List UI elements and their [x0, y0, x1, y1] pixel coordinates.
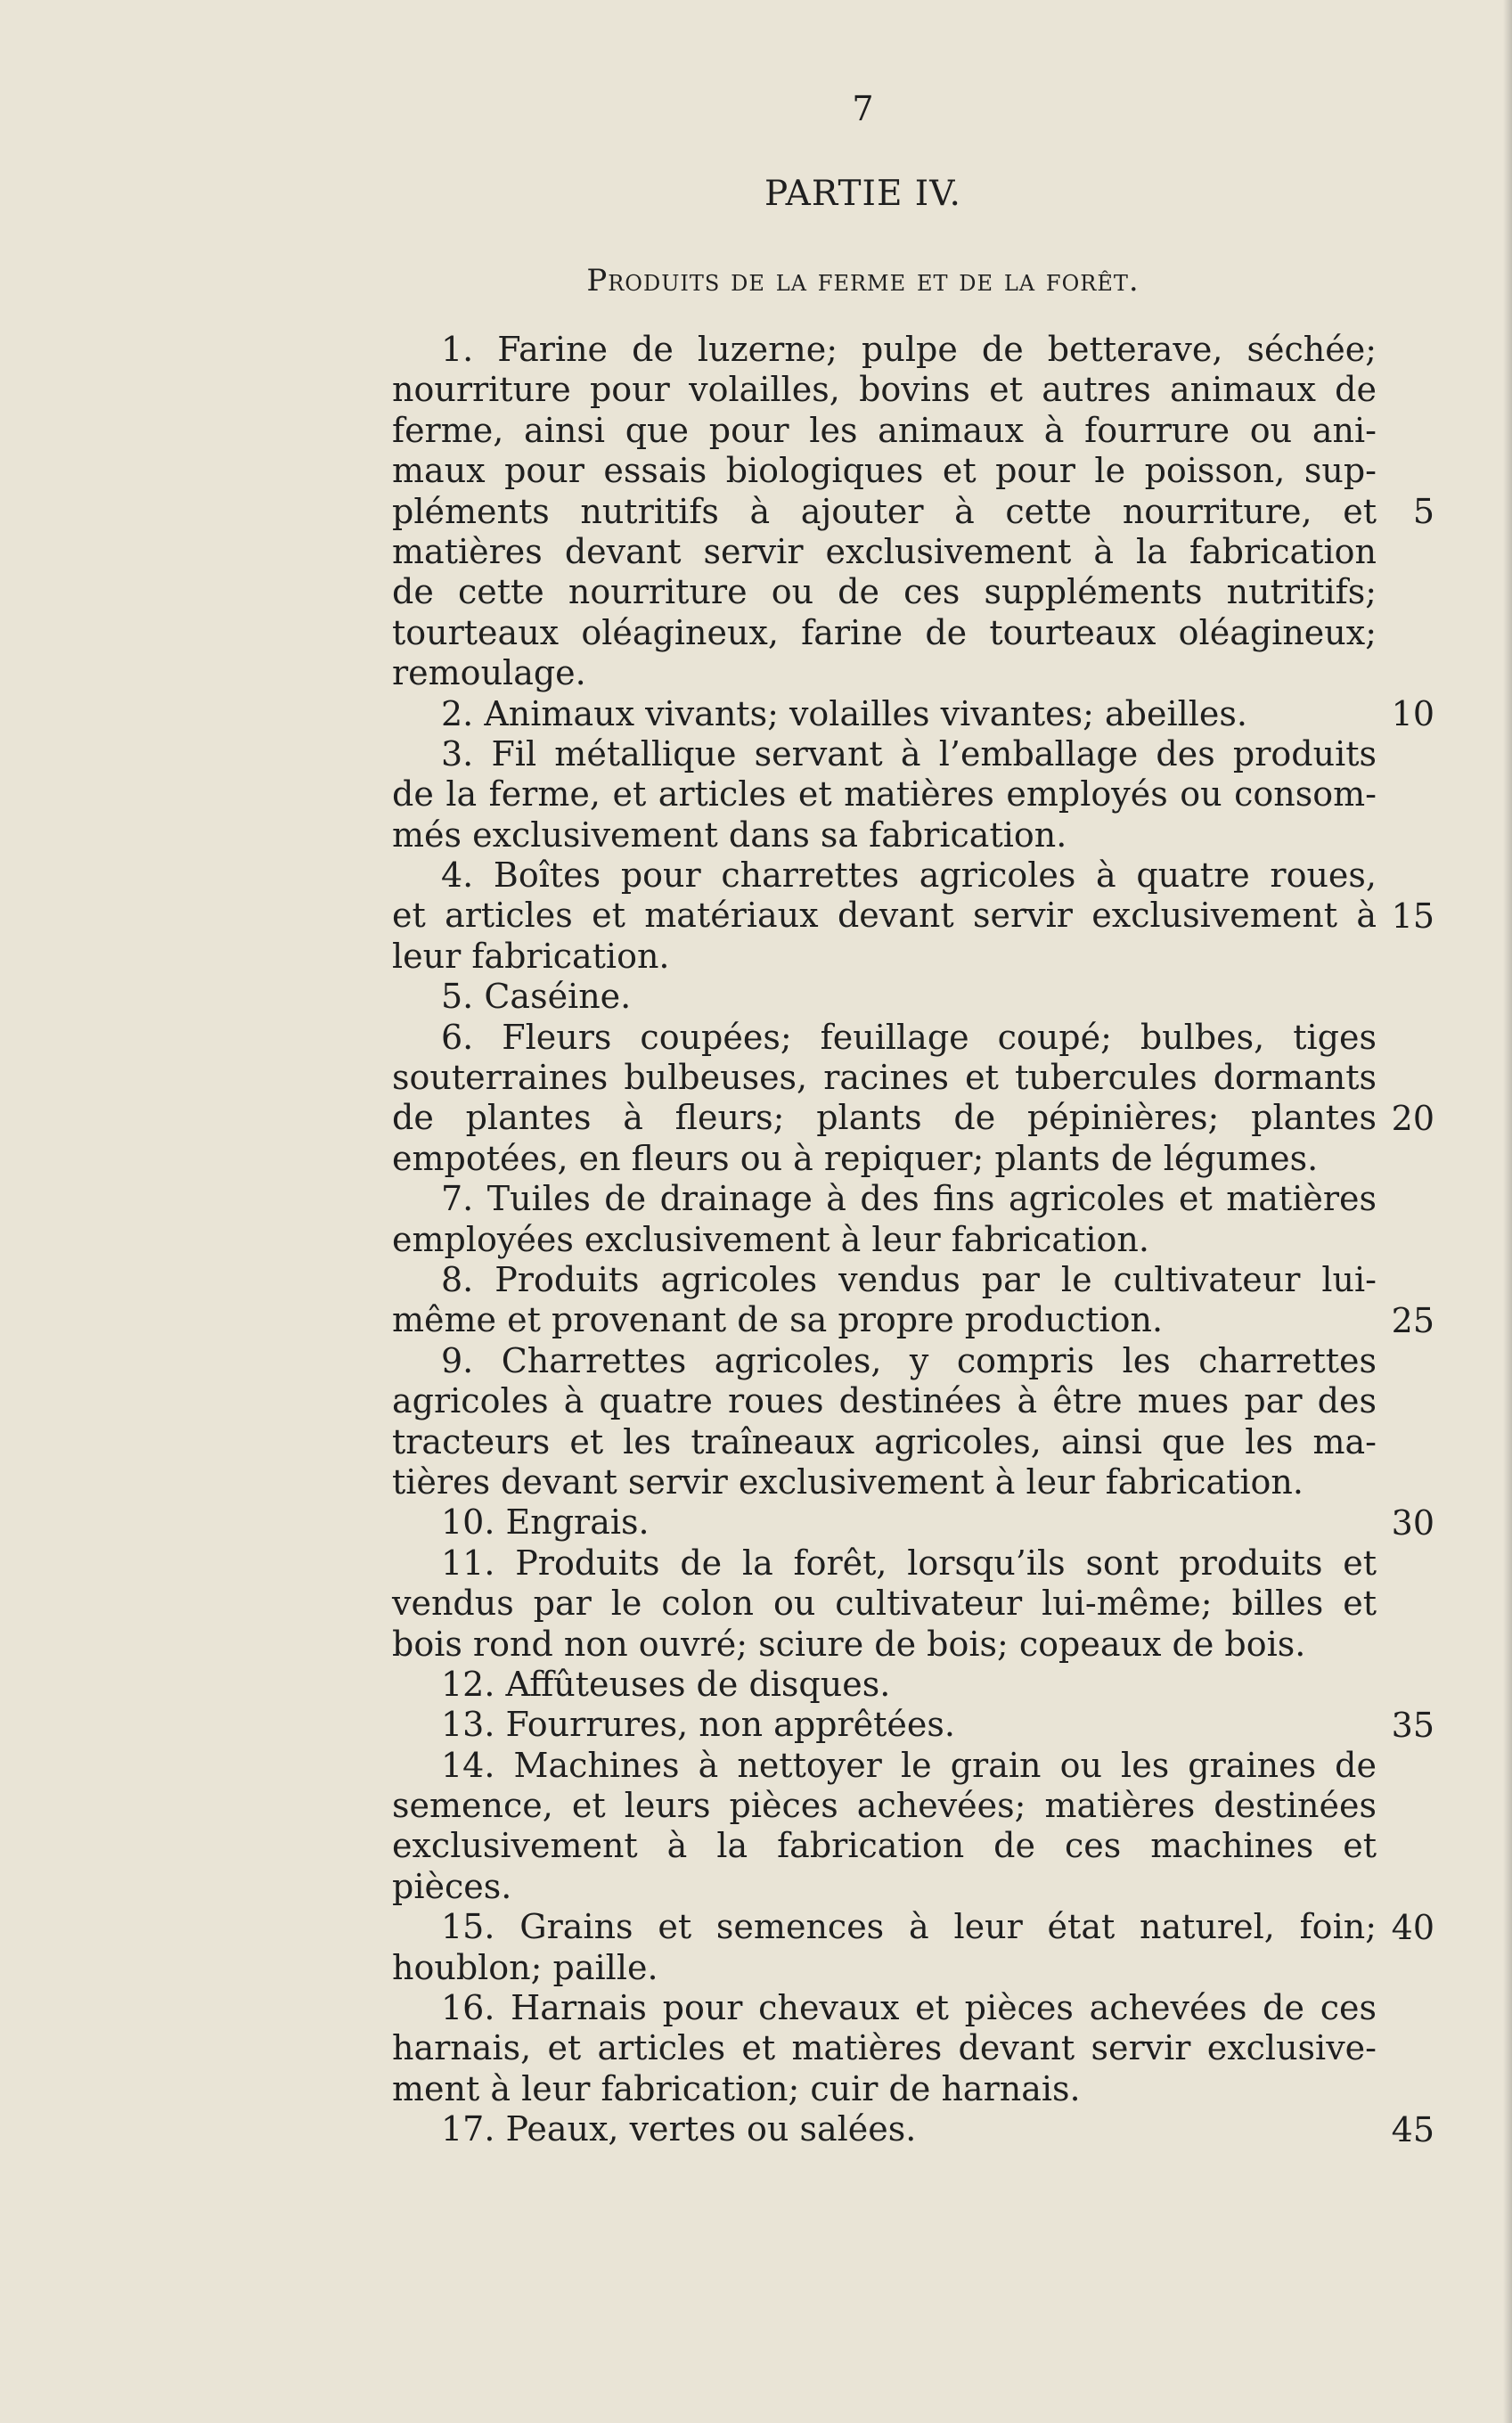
line-number: 25 — [1391, 1300, 1434, 1340]
text-line: agricoles à quatre roues destinées à être mues par des — [392, 1381, 1377, 1421]
text-line: 12. Affûteuses de disques. — [441, 1664, 891, 1704]
text-line: 8. Produits agricoles vendus par le cultivateur lui- — [441, 1259, 1377, 1299]
line-number: 5 — [1412, 491, 1434, 531]
text-line: 4. Boîtes pour charrettes agricoles à quatre roues, — [441, 855, 1377, 896]
text-line: de la ferme, et articles et matières employés ou consom- — [392, 774, 1377, 814]
text-line: 10. Engrais. — [441, 1502, 650, 1543]
text-line: ment à leur fabrication; cuir de harnais. — [392, 2068, 1081, 2108]
text-line: remoulage. — [392, 653, 586, 693]
text-line: ferme, ainsi que pour les animaux à fourrure ou ani- — [392, 410, 1377, 450]
text-line: 3. Fil métallique servant à l’emballage des produits — [441, 733, 1377, 774]
text-line: harnais, et articles et matières devant servir exclusive- — [392, 2028, 1377, 2068]
text-line: bois rond non ouvré; sciure de bois; copeaux de bois. — [392, 1624, 1306, 1664]
text-line: nourriture pour volailles, bovins et autres animaux de — [392, 370, 1377, 410]
text-line: pléments nutritifs à ajouter à cette nourriture, et — [392, 491, 1377, 531]
text-line: tières devant servir exclusivement à leur fabrication. — [392, 1461, 1304, 1502]
body-text — [392, 330, 1377, 2150]
text-line: 11. Produits de la forêt, lorsqu’ils sont produits et — [441, 1543, 1377, 1583]
text-line: 14. Machines à nettoyer le grain ou les graines de — [441, 1745, 1377, 1785]
line-number: 10 — [1391, 693, 1434, 733]
page-number: 7 — [852, 89, 874, 128]
text-line: 6. Fleurs coupées; feuillage coupé; bulbes, tiges — [441, 1017, 1377, 1057]
text-line: employées exclusivement à leur fabrication. — [392, 1219, 1149, 1259]
text-line: 13. Fourrures, non apprêtées. — [441, 1705, 955, 1745]
text-line: tracteurs et les traîneaux agricoles, ainsi que les ma- — [392, 1421, 1377, 1461]
line-number: 40 — [1391, 1907, 1434, 1947]
text-line: semence, et leurs pièces achevées; matières destinées — [392, 1786, 1377, 1826]
text-line: 2. Animaux vivants; volailles vivantes; abeilles. — [441, 693, 1247, 733]
text-line: 17. Peaux, vertes ou salées. — [441, 2109, 917, 2149]
text-line: 7. Tuiles de drainage à des fins agricoles et matières — [441, 1179, 1377, 1219]
text-line: 16. Harnais pour chevaux et pièces achevées de ces — [441, 1988, 1377, 2028]
text-line: de plantes à fleurs; plants de pépinières; plantes — [392, 1098, 1377, 1138]
part-title: PARTIE IV. — [764, 174, 961, 214]
text-line: pièces. — [392, 1866, 512, 1906]
text-line: souterraines bulbeuses, racines et tubercules dormants — [392, 1058, 1377, 1098]
text-line: vendus par le colon ou cultivateur lui-même; billes et — [392, 1584, 1377, 1624]
text-line: 9. Charrettes agricoles, y compris les charrettes — [441, 1340, 1377, 1380]
text-line: exclusivement à la fabrication de ces machines et — [392, 1826, 1377, 1866]
page-edge-shadow — [1503, 0, 1512, 2423]
line-number: 20 — [1391, 1098, 1434, 1138]
text-line: et articles et matériaux devant servir exclusivement à — [392, 896, 1377, 936]
text-line: 5. Caséine. — [441, 977, 632, 1017]
text-line: leur fabrication. — [392, 936, 670, 976]
text-line: même et provenant de sa propre production. — [392, 1300, 1164, 1340]
line-number: 30 — [1391, 1502, 1434, 1543]
line-number: 45 — [1391, 2109, 1434, 2149]
text-line: houblon; paille. — [392, 1947, 658, 1987]
line-number: 35 — [1391, 1705, 1434, 1745]
text-line: de cette nourriture ou de ces suppléments nutritifs; — [392, 572, 1377, 612]
text-line: maux pour essais biologiques et pour le poisson, sup- — [392, 451, 1377, 491]
section-title: Produits de la ferme et de la forêt. — [586, 263, 1140, 299]
text-line: tourteaux oléagineux, farine de tourteaux oléagineux; — [392, 612, 1377, 652]
text-line: empotées, en fleurs ou à repiquer; plants de légumes. — [392, 1138, 1319, 1178]
text-line: més exclusivement dans sa fabrication. — [392, 814, 1067, 855]
text-line: matières devant servir exclusivement à la fabrication — [392, 531, 1377, 571]
line-number: 15 — [1391, 896, 1434, 936]
text-line: 1. Farine de luzerne; pulpe de betterave, séchée; — [441, 330, 1377, 369]
text-line: 15. Grains et semences à leur état naturel, foin; — [441, 1907, 1377, 1947]
